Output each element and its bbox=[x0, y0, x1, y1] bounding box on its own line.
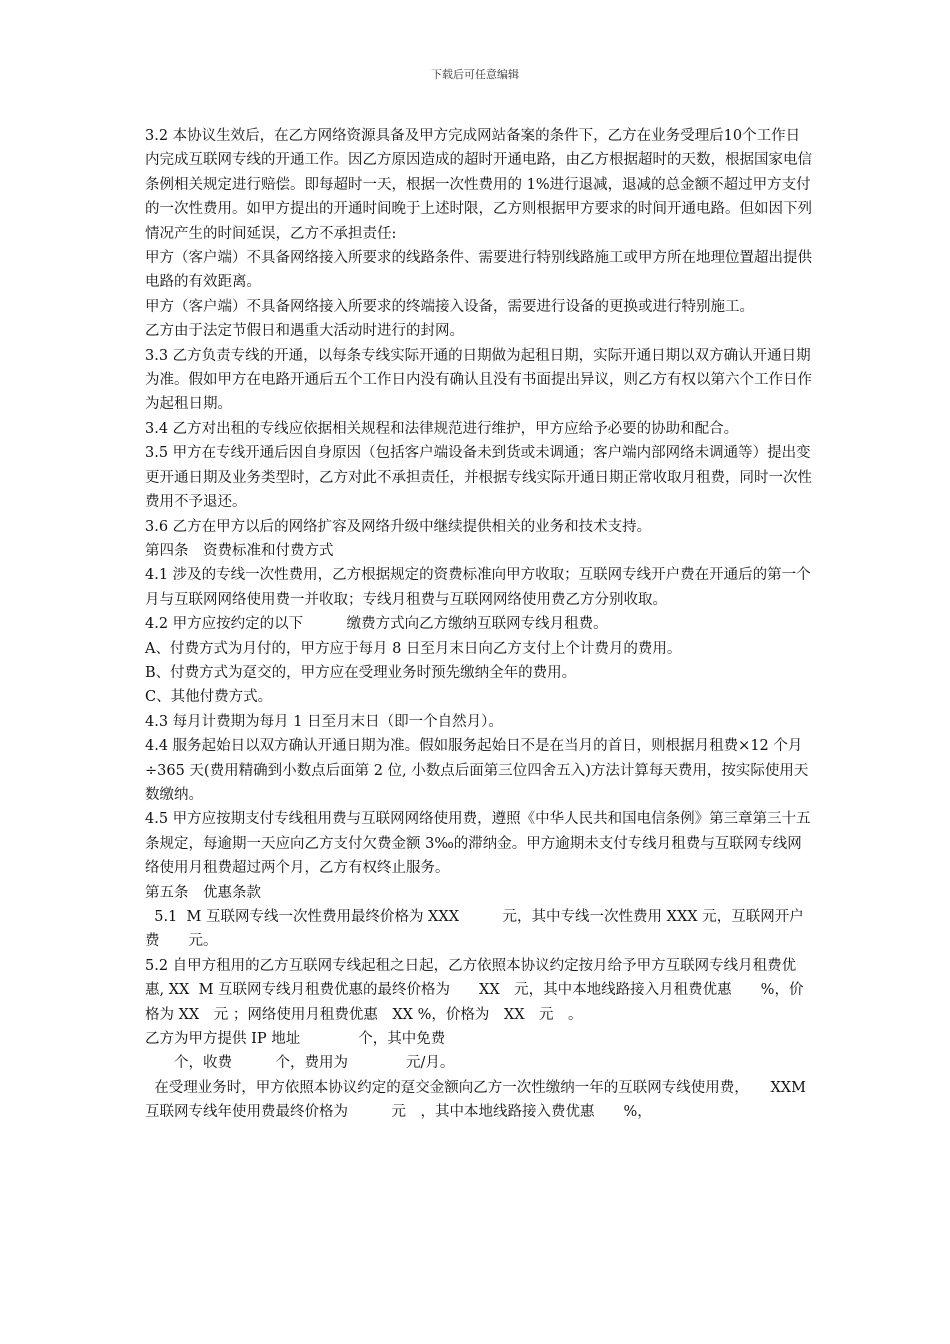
paragraph: 乙方由于法定节假日和遇重大活动时进行的封网。 bbox=[145, 323, 464, 340]
paragraph: 4.2 甲方应按约定的以下 缴费方式向乙方缴纳互联网专线月租费。 bbox=[145, 616, 608, 633]
paragraph: A、付费方式为月付的，甲方应于每月 8 日至月末日向乙方支付上个计费月的费用。 bbox=[145, 640, 682, 657]
paragraph: 5.1 M 互联网专线一次性费用最终价格为 XXX 元，其中专线一次性费用 XXX 元，互联网开户费 元。 bbox=[145, 909, 804, 950]
paragraph: 3.3 乙方负责专线的开通，以每条专线实际开通的日期做为起租日期，实际开通日期以双方确认开通日期为准。假如甲方在电路开通后五个工作日内没有确认且没有书面提出异议，则乙方有权以第六个工作日作为起租日期。 bbox=[145, 347, 812, 413]
section-heading: 第五条 优惠条款 bbox=[145, 884, 261, 901]
paragraph: 3.5 甲方在专线开通后因自身原因（包括客户端设备未到货或未调通；客户端内部网络未调通等）提出变更开通日期及业务类型时，乙方对此不承担责任，并根据专线实际开通日期正常收取月租费，同时一次性费用不予退还。 bbox=[145, 445, 812, 511]
section-heading: 第四条 资费标准和付费方式 bbox=[145, 542, 334, 559]
paragraph: C、其他付费方式。 bbox=[145, 689, 273, 706]
paragraph: 3.2 本协议生效后，在乙方网络资源具备及甲方完成网站备案的条件下，乙方在业务受理后10个工作日内完成互联网专线的开通工作。因乙方原因造成的超时开通电路，由乙方根据超时的天数，根据国家电信条例相关规定进行赔偿。即每超时一天，根据一次性费用的 1%进行退减，退减的总金额不超过甲方支付的一次性费用。如甲方提出的开通时间晚于上述时限，乙方则根据甲方要求的时间开通电路。但如因下列情况产生的时间延误，乙方不承担责任: bbox=[145, 128, 812, 242]
paragraph: B、付费方式为趸交的，甲方应在受理业务时预先缴纳全年的费用。 bbox=[145, 664, 577, 681]
page-header: 下载后可任意编辑 bbox=[431, 68, 519, 81]
paragraph: 乙方为甲方提供 IP 地址 个，其中免费 bbox=[145, 1031, 446, 1048]
paragraph: 5.2 自甲方租用的乙方互联网专线起租之日起，乙方依照本协议约定按月给予甲方互联网专线月租费优惠, XX M 互联网专线月租费优惠的最终价格为 XX 元，其中本地线路接入月租费优惠 %，价格为 XX 元 ；网络使用月租费优惠 XX %，价格为 XX 元 。 bbox=[145, 957, 804, 1023]
paragraph: 个，收费 个，费用为 元/月。 bbox=[145, 1055, 455, 1072]
document-body bbox=[145, 124, 813, 1125]
paragraph: 甲方（客户端）不具备网络接入所要求的线路条件、需要进行特别线路施工或甲方所在地理位置超出提供电路的有效距离。 bbox=[145, 250, 812, 291]
paragraph: 甲方（客户端）不具备网络接入所要求的终端接入设备，需要进行设备的更换或进行特别施工。 bbox=[145, 298, 754, 315]
paragraph: 4.1 涉及的专线一次性费用，乙方根据规定的资费标准向甲方收取；互联网专线开户费在开通后的第一个月与互联网网络使用费一并收取；专线月租费与互联网网络使用费乙方分别收取。 bbox=[145, 567, 811, 608]
paragraph: 在受理业务时，甲方依照本协议约定的趸交金额向乙方一次性缴纳一年的互联网专线使用费， XXM 互联网专线年使用费最终价格为 元 ，其中本地线路接入费优惠 %， bbox=[145, 1079, 811, 1121]
paragraph: 4.5 甲方应按期支付专线租用费与互联网网络使用费，遵照《中华人民共和国电信条例》第三章第三十五条规定，每逾期一天应向乙方支付欠费金额 3‰的滞纳金。甲方逾期未支付专线月租费与互联网专线网络使用月租费超过两个月，乙方有权终止服务。 bbox=[145, 811, 811, 877]
paragraph: 3.6 乙方在甲方以后的网络扩容及网络升级中继续提供相关的业务和技术支持。 bbox=[145, 518, 652, 535]
paragraph: 3.4 乙方对出租的专线应依据相关规程和法律规范进行维护，甲方应给予必要的协助和配合。 bbox=[145, 420, 739, 437]
paragraph: 4.3 每月计费期为每月 1 日至月末日（即一个自然月）。 bbox=[145, 713, 503, 730]
paragraph: 4.4 服务起始日以双方确认开通日期为准。假如服务起始日不是在当月的首日，则根据月租费×12 个月÷365 天(费用精确到小数点后面第 2 位, 小数点后面第三位四舍五入)方法计算每天费用，按实际使用天数缴纳。 bbox=[145, 738, 809, 803]
